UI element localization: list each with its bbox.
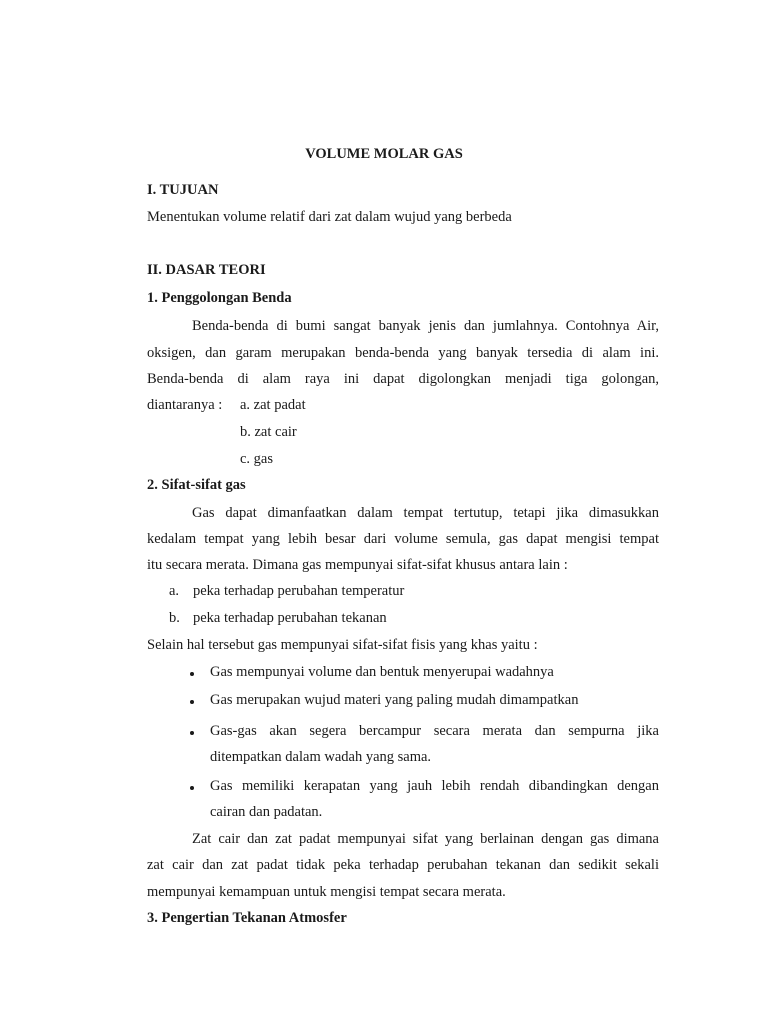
sifat-gas-line-3: itu secara merata. Dimana gas mempunyai sifat-sifat khusus antara lain : [147, 557, 568, 573]
bullet-text: Gas-gas akan segera bercampur secara merata dan sempurna jika [210, 723, 659, 739]
bullet-text: Gas mempunyai volume dan bentuk menyerupai wadahnya [210, 664, 554, 680]
subsection-tekanan-atmosfer-heading: 3. Pengertian Tekanan Atmosfer [147, 910, 347, 926]
alpha-text: peka terhadap perubahan tekanan [193, 610, 387, 626]
option-gas: c. gas [240, 451, 274, 467]
bullet-icon [190, 672, 194, 676]
bullet-text: Gas memiliki kerapatan yang jauh lebih rendah dibandingkan dengan [210, 778, 659, 794]
subsection-penggolongan-heading: 1. Penggolongan Benda [147, 290, 292, 306]
penggolongan-line-2: oksigen, dan garam merupakan benda-benda yang banyak tersedia di alam ini. [147, 345, 659, 361]
bullet-text-continued: ditempatkan dalam wadah yang sama. [210, 749, 432, 765]
tujuan-text: Menentukan volume relatif dari zat dalam wujud yang berbeda [147, 209, 512, 225]
alpha-text: peka terhadap perubahan temperatur [193, 583, 405, 599]
alpha-list-item [169, 610, 387, 627]
sifat-gas-line-1: Gas dapat dimanfaatkan dalam tempat tertutup, tetapi jika dimasukkan [192, 505, 659, 521]
penggolongan-line-1: Benda-benda di bumi sangat banyak jenis dan jumlahnya. Contohnya Air, [192, 318, 659, 334]
section-tujuan-heading: I. TUJUAN [147, 182, 219, 198]
bullet-text: Gas merupakan wujud materi yang paling mudah dimampatkan [210, 692, 579, 708]
sifat-fisis-intro: Selain hal tersebut gas mempunyai sifat-sifat fisis yang khas yaitu : [147, 637, 538, 653]
option-zat-padat: a. zat padat [240, 397, 306, 413]
bullet-icon [190, 786, 194, 790]
alpha-label: b. [169, 610, 180, 626]
closing-line-3: mempunyai kemampuan untuk mengisi tempat secara merata. [147, 884, 506, 900]
sifat-gas-line-2: kedalam tempat yang lebih besar dari volume semula, gas dapat mengisi tempat [147, 531, 659, 547]
closing-line-1: Zat cair dan zat padat mempunyai sifat yang berlainan dengan gas dimana [192, 831, 659, 847]
bullet-text-continued: cairan dan padatan. [210, 804, 323, 820]
closing-line-2: zat cair dan zat padat tidak peka terhadap perubahan tekanan dan sedikit sekali [147, 857, 659, 873]
bullet-icon [190, 731, 194, 735]
option-zat-cair: b. zat cair [240, 424, 297, 440]
alpha-list-item [169, 583, 405, 600]
subsection-sifat-gas-heading: 2. Sifat-sifat gas [147, 477, 246, 493]
penggolongan-line-3: Benda-benda di alam raya ini dapat digolongkan menjadi tiga golongan, [147, 371, 659, 387]
document-title: VOLUME MOLAR GAS [305, 146, 463, 162]
section-dasar-teori-heading: II. DASAR TEORI [147, 262, 266, 278]
bullet-icon [190, 700, 194, 704]
penggolongan-lead: diantaranya : [147, 397, 223, 413]
alpha-label: a. [169, 583, 180, 599]
